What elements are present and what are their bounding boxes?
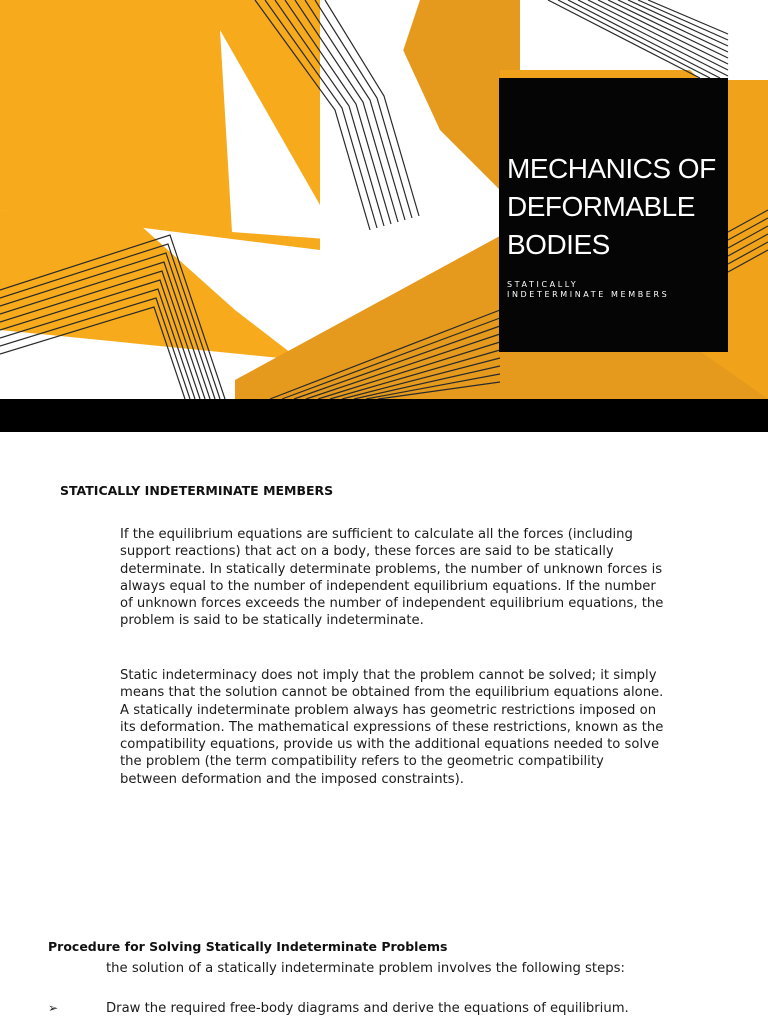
cover-banner [0,0,768,432]
paragraph-indeterminacy: Static indeterminacy does not imply that the problem cannot be solved; it simply means that the solution cannot be obtained from the equilibrium equations alone. A statically indeterminate problem always has geometric restrictions imposed on its deformation. The mathematical expressions of these restrictions, known as the compatibility equations, provide us with the additional equations needed to solve the problem (the term compatibility refers to the geometric compatibility between deformation and the imposed constraints). [120,668,664,787]
paragraph-determinate-definition: If the equilibrium equations are sufficient to calculate all the forces (including support reactions) that act on a body, these forces are said to be statically determinate. In statically determinate problems, the number of unknown forces is always equal to the number of independent equilibrium equations. If the number of unknown forces exceeds the number of independent equilibrium equations, the problem is said to be statically indeterminate. [120,527,664,629]
arrowhead-bullet-icon: ➢ [48,1001,59,1015]
cover-title: MECHANICS OF DEFORMABLE BODIES [507,153,716,260]
section-heading-procedure: Procedure for Solving Statically Indeterminate Problems [48,939,448,954]
black-band-divider [0,399,768,432]
procedure-bullet-text: Draw the required free-body diagrams and derive the equations of equilibrium. [106,1001,629,1016]
cover-subtitle: STATICALLY INDETERMINATE MEMBERS [507,280,670,299]
procedure-intro: the solution of a statically indeterminate problem involves the following steps: [106,961,625,976]
section-heading-statically-indeterminate: STATICALLY INDETERMINATE MEMBERS [60,483,334,498]
title-box [499,78,728,352]
